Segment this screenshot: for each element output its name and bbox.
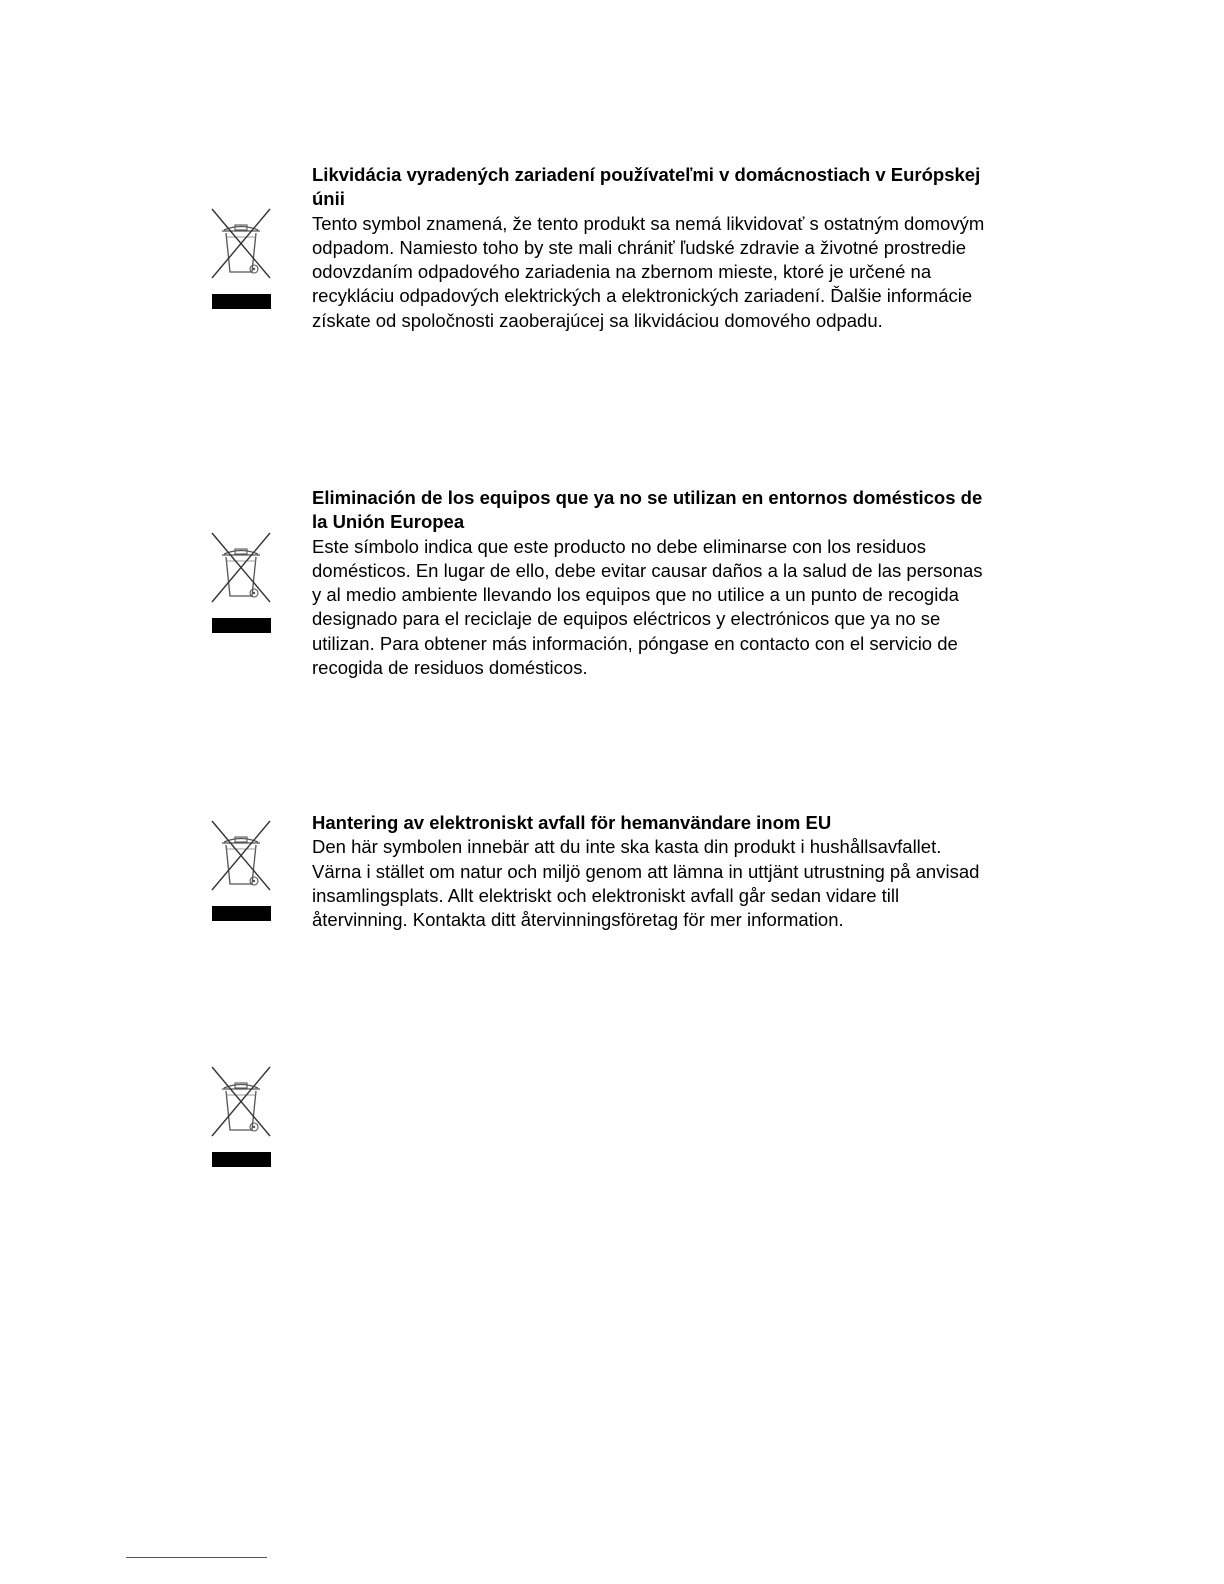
disposal-notice-spanish	[312, 486, 992, 680]
section-title: Hantering av elektroniskt avfall för hemanvändare inom EU	[312, 812, 832, 833]
crossed-out-wheelie-bin-icon	[208, 204, 274, 312]
disposal-notice-swedish	[312, 811, 992, 932]
section-title: Eliminación de los equipos que ya no se utilizan en entornos domésticos de la Unión Europea	[312, 487, 983, 533]
crossed-out-wheelie-bin-icon	[208, 816, 274, 924]
section-body: Este símbolo indica que este producto no debe eliminarse con los residuos domésticos. En lugar de ello, debe evitar causar daños a la salud de las personas y al medio ambiente llevando los equipos que no utilice a un punto de recogida designado para el reciclaje de equipos eléctricos y electrónicos que ya no se utilizan. Para obtener más información, póngase en contacto con el servicio de recogida de residuos domésticos.	[312, 535, 983, 679]
disposal-notice-slovak	[312, 163, 992, 333]
section-title: Likvidácia vyradených zariadení používateľmi v domácnostiach v Európskej únii	[312, 164, 981, 210]
footer-divider	[126, 1557, 267, 1558]
crossed-out-wheelie-bin-icon	[208, 1062, 274, 1170]
section-body: Tento symbol znamená, že tento produkt sa nemá likvidovať s ostatným domovým odpadom. Namiesto toho by ste mali chrániť ľudské zdravie a životné prostredie odovzdaním odpadového zariadenia na zbernom mieste, ktoré je určené na recykláciu odpadových elektrických a elektronických zariadení. Ďalšie informácie získate od spoločnosti zaoberajúcej sa likvidáciou domového odpadu.	[312, 212, 985, 331]
crossed-out-wheelie-bin-icon	[208, 528, 274, 636]
section-body: Den här symbolen innebär att du inte ska kasta din produkt i hushållsavfallet. Värna i stället om natur och miljö genom att lämna in uttjänt utrustning på anvisad insamlingsplats. Allt elektriskt och elektroniskt avfall går sedan vidare till återvinning. Kontakta ditt återvinningsföretag för mer information.	[312, 836, 980, 931]
